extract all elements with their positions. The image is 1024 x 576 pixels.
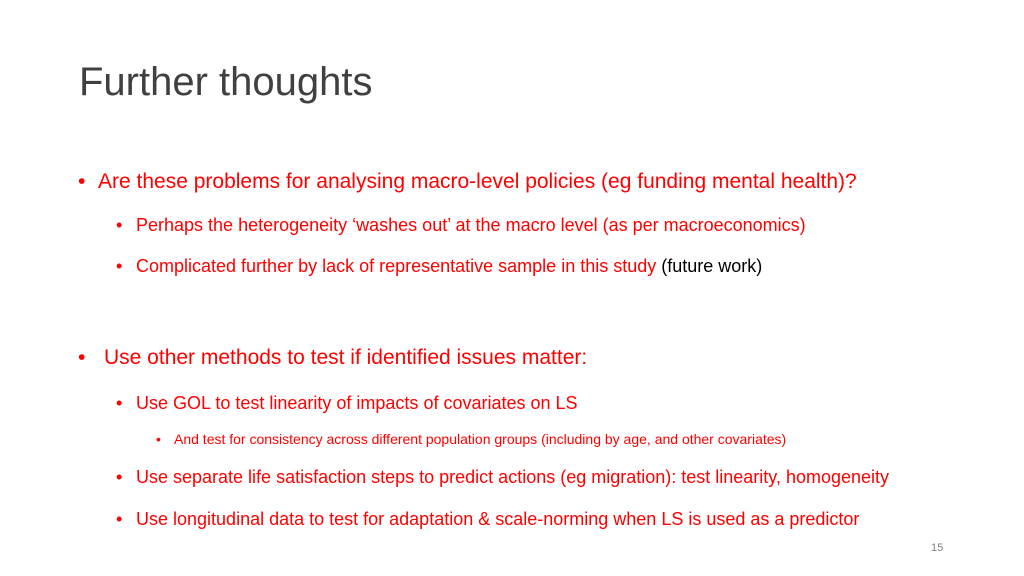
bullet-gol-linearity: [116, 393, 578, 415]
page-number: 15: [931, 542, 944, 554]
bullet-macro-policies: [78, 169, 857, 194]
bullet-dot-icon: •: [116, 467, 123, 487]
bullet-dot-icon: •: [116, 509, 123, 529]
bullet-dot-icon: •: [156, 431, 161, 447]
bullet-dot-icon: •: [116, 256, 123, 276]
bullet-other-methods: [78, 345, 588, 370]
bullet-life-satisfaction-steps: [116, 467, 890, 489]
bullet-text: Perhaps the heterogeneity ‘washes out’ at the macro level (as per macroeconomics): [136, 215, 806, 235]
slide-title: Further thoughts: [79, 60, 373, 104]
bullet-text: Use GOL to test linearity of impacts of covariates on LS: [136, 393, 578, 413]
bullet-text: Use longitudinal data to test for adaptation & scale-norming when LS is used as a predictor: [136, 509, 860, 529]
bullet-text: Use other methods to test if identified issues matter:: [104, 346, 588, 369]
bullet-dot-icon: •: [116, 393, 123, 413]
bullet-text: And test for consistency across different population groups (including by age, and other covariates): [174, 431, 787, 447]
bullet-longitudinal-data: [116, 509, 860, 531]
bullet-aside-future-work: (future work): [661, 256, 763, 276]
bullet-text: Are these problems for analysing macro-level policies (eg funding mental health)?: [98, 170, 857, 193]
bullet-dot-icon: •: [78, 346, 86, 369]
bullet-dot-icon: •: [78, 170, 86, 193]
bullet-text: Complicated further by lack of representative sample in this study: [136, 256, 662, 276]
bullet-dot-icon: •: [116, 215, 123, 235]
bullet-consistency: [156, 431, 787, 448]
bullet-representative-sample: [116, 256, 763, 278]
bullet-heterogeneity: [116, 215, 806, 237]
bullet-text: Use separate life satisfaction steps to predict actions (eg migration): test linearity, homogeneity: [136, 467, 890, 487]
